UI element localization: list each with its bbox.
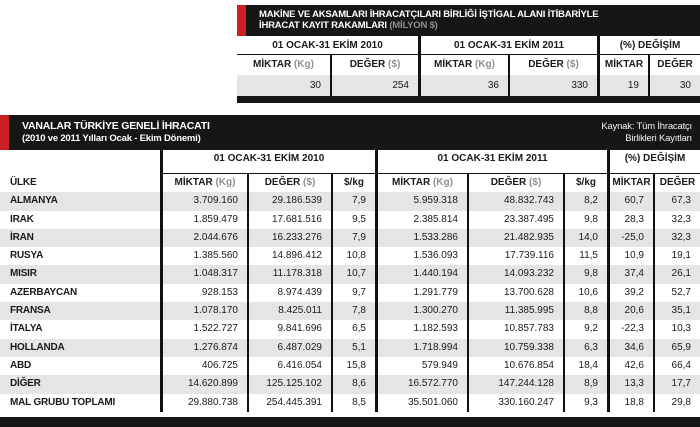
value-cell: 9,7 (331, 284, 375, 302)
header-deger-change: DEĞER (653, 174, 700, 192)
table-row (0, 284, 700, 302)
country-cell: DİĞER (10, 378, 41, 390)
value-cell: 7,9 (331, 192, 375, 210)
value-cell: 42,6 (607, 357, 653, 375)
value-cell: 8,9 (563, 375, 607, 393)
value-cell: 406.725 (160, 357, 247, 375)
value-cell: 1.048.317 (160, 265, 247, 283)
value-cell: 9,2 (563, 320, 607, 338)
value-cell: 30 (648, 75, 700, 96)
summary-header-deger-change: DEĞER (648, 55, 700, 75)
table-row (0, 302, 700, 320)
value-cell: 28,3 (607, 211, 653, 229)
value-cell: 8,5 (331, 394, 375, 412)
table-row (0, 357, 700, 375)
value-cell: 48.832.743 (467, 192, 563, 210)
main-sub-header-row (0, 174, 700, 192)
value-cell: -22,3 (607, 320, 653, 338)
value-cell: 35,1 (653, 302, 700, 320)
table-row (0, 211, 700, 229)
value-cell: 11,5 (563, 247, 607, 265)
value-cell: 20,6 (607, 302, 653, 320)
value-cell: 6,3 (563, 339, 607, 357)
table-row (0, 375, 700, 393)
value-cell: 6.416.054 (247, 357, 331, 375)
value-cell: 330.160.247 (467, 394, 563, 412)
summary-value-row (237, 75, 700, 96)
summary-header-deger-2010: DEĞER ($) (330, 55, 418, 75)
value-cell: 1.533.286 (375, 229, 467, 247)
value-cell: 1.522.727 (160, 320, 247, 338)
summary-sub-header-row (237, 55, 700, 75)
value-cell: 39,2 (607, 284, 653, 302)
table-row (0, 229, 700, 247)
value-cell: 8,8 (563, 302, 607, 320)
value-cell: 5,1 (331, 339, 375, 357)
table-row (0, 265, 700, 283)
red-accent-bar (0, 115, 9, 150)
value-cell: 330 (508, 75, 597, 96)
value-cell: 18,8 (607, 394, 653, 412)
country-cell: AZERBAYCAN (10, 286, 78, 298)
value-cell: 3.709.160 (160, 192, 247, 210)
value-cell: 2.044.676 (160, 229, 247, 247)
value-cell: 1.718.994 (375, 339, 467, 357)
value-cell: 17.681.516 (247, 211, 331, 229)
source-note: Kaynak: Tüm İhracatçı Birlikleri Kayıtları (601, 121, 692, 144)
main-title-bar (0, 115, 700, 150)
country-cell: IRAK (10, 213, 34, 225)
makine-summary-table (237, 5, 700, 103)
value-cell: 52,7 (653, 284, 700, 302)
value-cell: 6.487.029 (247, 339, 331, 357)
value-cell: 1.536.093 (375, 247, 467, 265)
value-cell: 10,9 (607, 247, 653, 265)
value-cell: 13.700.628 (467, 284, 563, 302)
country-cell: FRANSA (10, 305, 51, 317)
table-row (0, 247, 700, 265)
header-miktar-2011: MİKTAR (Kg) (375, 174, 467, 192)
value-cell: 1.182.593 (375, 320, 467, 338)
value-cell: 16.233.276 (247, 229, 331, 247)
value-cell: 254.445.391 (247, 394, 331, 412)
summary-group-header-row (237, 36, 700, 55)
value-cell: 1.859.479 (160, 211, 247, 229)
summary-col-group-2011: 01 OCAK-31 EKİM 2011 (418, 36, 597, 55)
value-cell: 147.244.128 (467, 375, 563, 393)
table-row (0, 339, 700, 357)
value-cell: 32,3 (653, 229, 700, 247)
table-row (0, 192, 700, 210)
value-cell: 29.186.539 (247, 192, 331, 210)
value-cell: 5.959.318 (375, 192, 467, 210)
header-dollar-per-kg-2011: $/kg (563, 174, 607, 192)
country-cell: MAL GRUBU TOPLAMI (10, 396, 116, 408)
value-cell: 36 (418, 75, 508, 96)
value-cell: 14.093.232 (467, 265, 563, 283)
value-cell: 29,8 (653, 394, 700, 412)
value-cell: 11.178.318 (247, 265, 331, 283)
country-cell: RUSYA (10, 250, 44, 262)
value-cell: 32,3 (653, 211, 700, 229)
value-cell: 579.949 (375, 357, 467, 375)
summary-title-line1: MAKİNE VE AKSAMLARI İHRACATÇILARI BİRLİĞİ İŞTİGAL ALANI İTİBARİYLE (259, 9, 599, 20)
summary-header-miktar-change: MİKTAR (597, 55, 648, 75)
country-cell: İTALYA (10, 323, 43, 335)
value-cell: 254 (330, 75, 418, 96)
value-cell: 18,4 (563, 357, 607, 375)
value-cell: 65,9 (653, 339, 700, 357)
value-cell: 19 (597, 75, 648, 96)
value-cell: 14.896.412 (247, 247, 331, 265)
value-cell: 26,1 (653, 265, 700, 283)
header-deger-2011: DEĞER ($) (467, 174, 563, 192)
value-cell: 10,8 (331, 247, 375, 265)
summary-col-group-2010: 01 OCAK-31 EKİM 2010 (237, 36, 418, 55)
main-group-header-row (0, 150, 700, 174)
value-cell: 1.078.170 (160, 302, 247, 320)
summary-header-deger-2011: DEĞER ($) (508, 55, 597, 75)
value-cell: 1.300.270 (375, 302, 467, 320)
vanalar-export-table (0, 115, 700, 412)
value-cell: 6,5 (331, 320, 375, 338)
summary-col-group-change: (%) DEĞİŞİM (597, 36, 700, 55)
value-cell: 9,3 (563, 394, 607, 412)
summary-header-miktar-2011: MİKTAR (Kg) (418, 55, 508, 75)
value-cell: 8.974.439 (247, 284, 331, 302)
summary-header-miktar-2010: MİKTAR (Kg) (253, 59, 314, 70)
value-cell: 1.440.194 (375, 265, 467, 283)
value-cell: 1.276.874 (160, 339, 247, 357)
value-cell: 1.385.560 (160, 247, 247, 265)
value-cell: 35.501.060 (375, 394, 467, 412)
value-cell: 928.153 (160, 284, 247, 302)
country-cell: ABD (10, 359, 32, 371)
main-title-line2: (2010 ve 2011 Yılları Ocak - Ekim Dönemi) (22, 132, 201, 144)
value-cell: 10,6 (563, 284, 607, 302)
country-column-header: ÜLKE (10, 177, 37, 188)
value-cell: 66,4 (653, 357, 700, 375)
value-cell: 1.291.779 (375, 284, 467, 302)
group-spacer (0, 150, 160, 174)
country-cell: HOLLANDA (10, 341, 65, 353)
country-cell: İRAN (10, 231, 34, 243)
summary-title-bar (237, 5, 700, 36)
value-cell: 8.425.011 (247, 302, 331, 320)
main-title-line1: VANALAR TÜRKİYE GENELİ İHRACATI (22, 120, 210, 132)
value-cell: 10.857.783 (467, 320, 563, 338)
value-cell: 16.572.770 (375, 375, 467, 393)
value-cell: 34,6 (607, 339, 653, 357)
value-cell: 8,6 (331, 375, 375, 393)
summary-title (246, 5, 606, 36)
value-cell: 30 (237, 75, 330, 96)
value-cell: 9,5 (331, 211, 375, 229)
value-cell: 29.880.738 (160, 394, 247, 412)
col-group-2010: 01 OCAK-31 EKİM 2010 (160, 150, 375, 174)
value-cell: 125.125.102 (247, 375, 331, 393)
value-cell: 23.387.495 (467, 211, 563, 229)
country-cell: ALMANYA (10, 195, 58, 207)
header-deger-2010: DEĞER ($) (247, 174, 331, 192)
header-dollar-per-kg-2010: $/kg (331, 174, 375, 192)
value-cell: 60,7 (607, 192, 653, 210)
red-accent-bar (237, 5, 246, 36)
value-cell: 10,7 (331, 265, 375, 283)
country-cell: MISIR (10, 268, 37, 280)
col-group-2011: 01 OCAK-31 EKİM 2011 (375, 150, 607, 174)
value-cell: 7,8 (331, 302, 375, 320)
value-cell: 21.482.935 (467, 229, 563, 247)
table-body (0, 192, 700, 412)
value-cell: 14,0 (563, 229, 607, 247)
col-group-change: (%) DEĞİŞİM (607, 150, 700, 174)
value-cell: 11.385.995 (467, 302, 563, 320)
value-cell: 19,1 (653, 247, 700, 265)
value-cell: 17,7 (653, 375, 700, 393)
summary-title-unit: (MİLYON $) (389, 20, 438, 31)
table-row (0, 394, 700, 412)
value-cell: 7,9 (331, 229, 375, 247)
value-cell: 2.385.814 (375, 211, 467, 229)
summary-title-line2: İHRACAT KAYIT RAKAMLARI (MİLYON $) (259, 20, 438, 31)
main-title (9, 115, 218, 150)
value-cell: 10.759.338 (467, 339, 563, 357)
summary-bottom-bar (237, 96, 700, 103)
table-row (0, 320, 700, 338)
value-cell: 8,2 (563, 192, 607, 210)
value-cell: 37,4 (607, 265, 653, 283)
value-cell: -25,0 (607, 229, 653, 247)
value-cell: 9.841.696 (247, 320, 331, 338)
value-cell: 9,8 (563, 211, 607, 229)
value-cell: 15,8 (331, 357, 375, 375)
value-cell: 67,3 (653, 192, 700, 210)
header-miktar-2010: MİKTAR (Kg) (160, 174, 247, 192)
value-cell: 13,3 (607, 375, 653, 393)
value-cell: 10.676.854 (467, 357, 563, 375)
value-cell: 17.739.116 (467, 247, 563, 265)
value-cell: 10,3 (653, 320, 700, 338)
footer-black-bar (0, 417, 700, 427)
header-miktar-change: MİKTAR (607, 174, 653, 192)
value-cell: 14.620.899 (160, 375, 247, 393)
value-cell: 9,8 (563, 265, 607, 283)
